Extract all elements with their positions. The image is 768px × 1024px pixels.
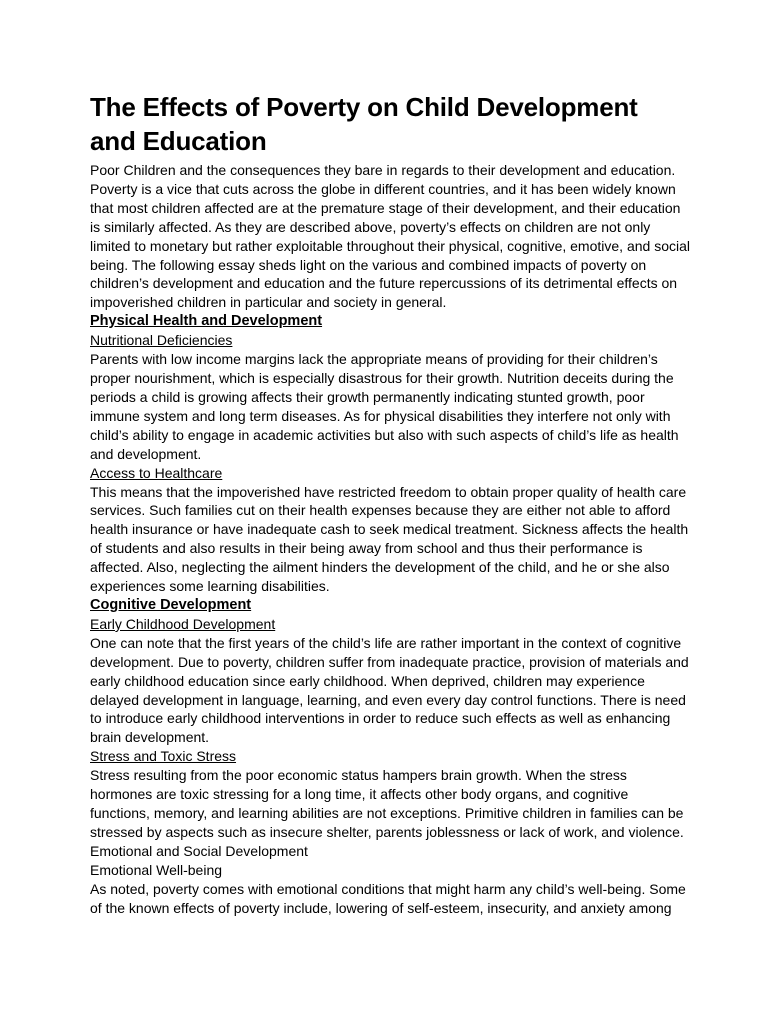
document-title: The Effects of Poverty on Child Development and Education bbox=[90, 92, 638, 156]
subheading-nutritional-deficiencies: Nutritional Deficiencies bbox=[90, 332, 233, 349]
paragraph-stress: Stress resulting from the poor economic status hampers brain growth. When the stress hormones are toxic stressing for a long time, it affects other body organs, and cognitive functions, memory, and learning abilities are not exceptions. Primitive children in families can be stressed by aspects such as insecure shelter, parents joblessness or lack of work, and violence. bbox=[90, 767, 684, 840]
section-heading-physical: Physical Health and Development bbox=[90, 313, 323, 330]
section-heading-cognitive: Cognitive Development bbox=[90, 596, 252, 613]
paragraph-access-to-healthcare: This means that the impoverished have restricted freedom to obtain proper quality of health care services. Such families cut on their health expenses because they are either not able to afford health insurance or have inadequate cash to seek medical treatment. Sickness affects the health of students and also results in their being away from school and thus their performance is affected. Also, neglecting the ailment hinders the development of the child, and he or she also experiences some learning disabilities. bbox=[90, 483, 689, 595]
section-heading-emotional: Emotional and Social Development bbox=[90, 842, 308, 859]
paragraph-emotional-wellbeing: As noted, poverty comes with emotional conditions that might harm any child’s well-being. Some of the known effects of poverty include, lowering of self-esteem, insecurity, and anxiety among bbox=[90, 880, 686, 916]
document-page bbox=[90, 90, 690, 917]
paragraph-early-childhood: One can note that the first years of the child’s life are rather important in the context of cognitive development. Due to poverty, children suffer from inadequate practice, provision of materials and early childhood education since early childhood. When deprived, children may experience delayed development in language, learning, and even every day control functions. There is need to introduce early childhood interventions in order to reduce such effects as well as enhancing brain development. bbox=[90, 634, 689, 746]
paragraph-nutritional-deficiencies: Parents with low income margins lack the appropriate means of providing for their children’s proper nourishment, which is especially disastrous for their growth. Nutrition deceits during the periods a child is growing affects their growth permanently indicating stunted growth, poor immune system and long term diseases. As for physical disabilities they interfere not only with child’s ability to engage in academic activities but also with such aspects of child’s life as health and development. bbox=[90, 351, 679, 462]
subheading-access-to-healthcare: Access to Healthcare bbox=[90, 464, 223, 481]
subheading-stress: Stress and Toxic Stress bbox=[90, 748, 237, 765]
subheading-emotional-wellbeing: Emotional Well-being bbox=[90, 861, 223, 878]
intro-paragraph: Poor Children and the consequences they bare in regards to their development and education. Poverty is a vice that cuts across the globe in different countries, and it has been widely known that most children affected are at the premature stage of their development, and their education is similarly affected. As they are described above, poverty’s effects on children are not only limited to monetary but rather exploitable throughout their physical, cognitive, emotive, and social being. The following essay sheds light on the various and combined impacts of poverty on children’s development and education and the future repercussions of its detrimental effects on impoverished children in particular and society in general. bbox=[90, 162, 690, 311]
subheading-early-childhood: Early Childhood Development bbox=[90, 615, 276, 632]
